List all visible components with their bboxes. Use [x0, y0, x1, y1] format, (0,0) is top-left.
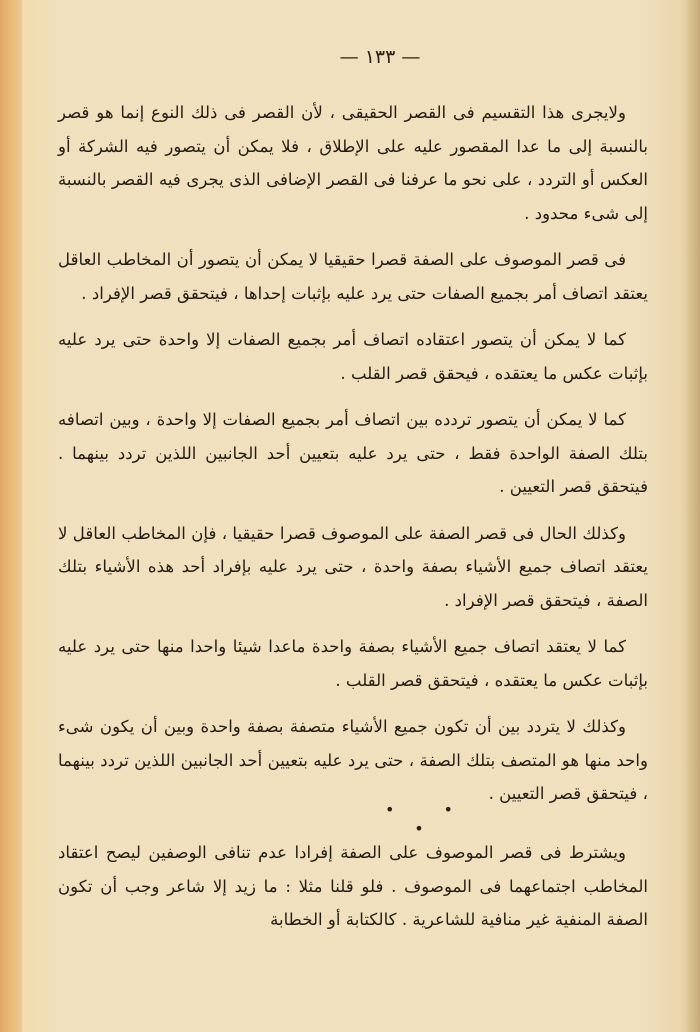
- paragraph-2: فى قصر الموصوف على الصفة قصرا حقيقيا لا يمكن أن يتصور أن المخاطب العاقل يعتقد اتصاف أمر بجميع الصفات حتى يرد عليه بإثبات إحداها ، فيتحقق قصر الإفراد .: [58, 250, 648, 303]
- paragraph-4: كما لا يمكن أن يتصور تردده بين اتصاف أمر بجميع الصفات إلا واحدة ، وبين اتصافه بتلك الصفة الواحدة فقط ، حتى يرد عليه بتعيين أحد الجانبين اللذين تردد بينهما . فيتحقق قصر التعيين .: [58, 410, 648, 496]
- page-body-final: [58, 836, 648, 937]
- paragraph-1: ولايجرى هذا التقسيم فى القصر الحقيقى ، لأن القصر فى ذلك النوع إنما هو قصر بالنسبة إلى ما عدا المقصور عليه على الإطلاق ، فلا يمكن أن يتصور فيه الشركة أو العكس أو التردد ، على نحو ما عرفنا فى القصر الإضافى الذى يجرى فيه القصر بالنسبة إلى شىء محدود .: [58, 103, 648, 223]
- page-edge-shadow: [684, 0, 700, 1032]
- page-body: [58, 96, 648, 824]
- page-number: — ١٣٣ —: [339, 46, 421, 68]
- section-separator: • • •: [385, 800, 475, 838]
- paragraph-3: كما لا يمكن أن يتصور اعتقاده اتصاف أمر بجميع الصفات إلا واحدة حتى يرد عليه بإثبات عكس ما يعتقده ، فيحقق قصر القلب .: [58, 330, 648, 383]
- paragraph-final: ويشترط فى قصر الموصوف على الصفة إفرادا عدم تنافى الوصفين ليصح اعتقاد المخاطب اجتماعهما فى الموصوف . فلو قلنا مثلا : ما زيد إلا شاعر وجب أن تكون الصفة المنفية غير منافية للشاعرية . كالكتابة أو الخطابة: [58, 843, 648, 929]
- page-gutter: [0, 0, 22, 1032]
- paragraph-5: وكذلك الحال فى قصر الصفة على الموصوف قصرا حقيقيا ، فإن المخاطب العاقل لا يعتقد اتصاف جميع الأشياء بصفة واحدة ، حتى يرد عليه بإفراد أحد هذه الأشياء بتلك الصفة ، فيتحقق قصر الإفراد .: [58, 523, 648, 610]
- paragraph-6: كما لا يعتقد اتصاف جميع الأشياء بصفة واحدة ماعدا شيئا واحدا منها حتى يرد عليه بإثبات عكس ما يعتقده ، فيتحقق قصر القلب .: [58, 637, 648, 690]
- paragraph-7: وكذلك لا يتردد بين أن تكون جميع الأشياء متصفة بصفة واحدة وبين أن يكون شىء واحد منها هو المتصف بتلك الصفة ، حتى يرد عليه بتعيين أحد الجانبين اللذين تردد بينهما ، فيتحقق قصر التعيين .: [58, 717, 648, 803]
